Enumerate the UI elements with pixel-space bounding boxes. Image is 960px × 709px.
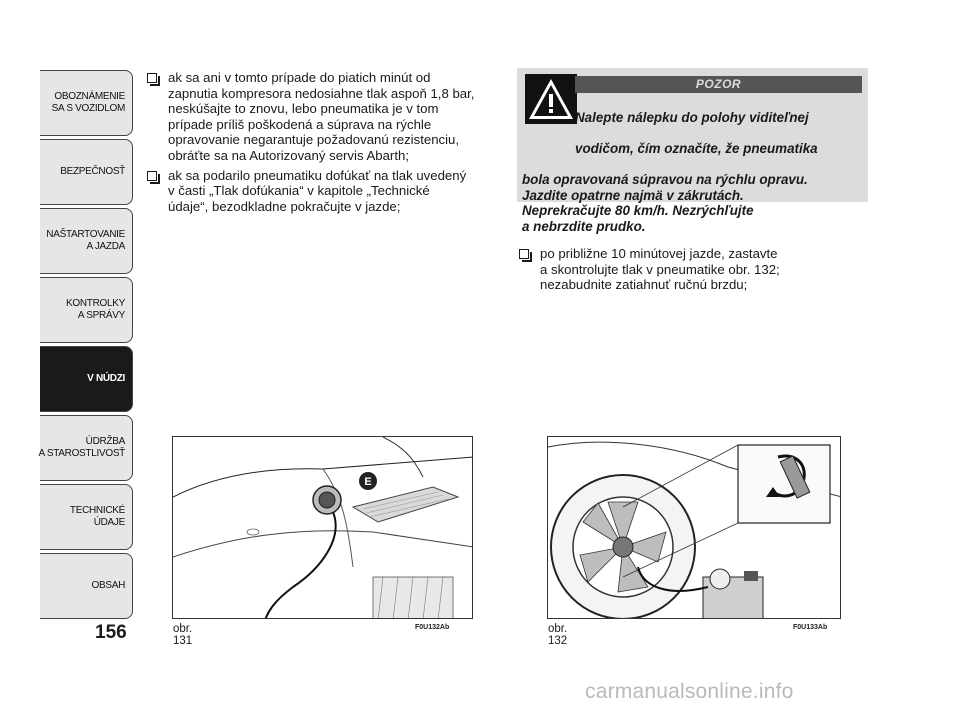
tab-technicke-udaje[interactable] xyxy=(40,484,133,550)
tab-obsah[interactable] xyxy=(40,553,133,619)
warning-text xyxy=(522,94,862,234)
left-text-column xyxy=(145,70,505,218)
tab-label: OBSAH xyxy=(91,580,125,591)
figure-code: F0U133Ab xyxy=(793,624,828,631)
tab-label: A JAZDA xyxy=(86,241,125,252)
tab-v-nudzi[interactable] xyxy=(40,346,133,412)
tab-label: NAŠTARTOVANIE xyxy=(46,229,125,240)
checkbox-bullet-icon xyxy=(147,73,157,83)
tab-label: SA S VOZIDLOM xyxy=(51,103,125,114)
tab-label: OBOZNÁMENIE xyxy=(54,91,125,102)
warning-line: vodičom, čím označíte, že pneumatika xyxy=(575,140,818,156)
warning-line: Nalepte nálepku do polohy viditeľnej xyxy=(575,109,809,125)
tab-kontrolky[interactable] xyxy=(40,277,133,343)
tab-label: A SPRÁVY xyxy=(77,310,125,321)
figure-caption: obr. 131 xyxy=(173,623,193,647)
bullet-text: ak sa podarilo pneumatiku dofúkať na tlak uvedený v časti „Tlak dofúkania“ v kapitole „Technické údaje“, bezodkladne pokračujte v jazde; xyxy=(168,167,467,214)
list-item xyxy=(145,168,505,215)
page-number: 156 xyxy=(95,622,127,643)
tab-label: V NÚDZI xyxy=(87,373,125,384)
watermark: carmanualsonline.info xyxy=(585,680,794,703)
tab-label: BEZPEČNOSŤ xyxy=(60,166,125,177)
checkbox-bullet-icon xyxy=(147,171,157,181)
figure-marker-label: E xyxy=(364,476,372,488)
warning-body: bola opravovaná súpravou na rýchlu opravu. Jazdite opatrne najmä v zákrutách. Neprekračujte 80 km/h. Nezrýchľujte a nebrzdite prudko. xyxy=(522,171,808,234)
figure-image xyxy=(172,436,473,619)
figure-code: F0U132Ab xyxy=(415,624,450,631)
tab-udrzba[interactable] xyxy=(40,415,133,481)
figure-image xyxy=(547,436,841,619)
figure-caption: obr. 132 xyxy=(548,623,568,647)
right-text-column xyxy=(517,246,867,297)
checkbox-bullet-icon xyxy=(519,249,529,259)
bullet-text: ak sa ani v tomto prípade do piatich minút od zapnutia kompresora nedosiahne tlak aspoň 1,8 bar, neskúšajte to znovu, lebo pneumatika je v tom prípade príliš poškodená a súprava na rýchle opravovanie negarantuje požadovanú rezistenciu, obráťte sa na Autorizovaný servis Abarth; xyxy=(168,70,475,163)
tab-label: A STAROSTLIVOSŤ xyxy=(38,448,125,459)
list-item xyxy=(517,246,867,293)
tab-label: ÚDAJE xyxy=(93,517,125,528)
tab-label: ÚDRŽBA xyxy=(85,436,125,447)
tab-nastartovanie[interactable] xyxy=(40,208,133,274)
bullet-text: po približne 10 minútovej jazde, zastavte a skontrolujte tlak v pneumatike obr. 132; nezabudnite zatiahnuť ručnú brzdu; xyxy=(540,246,780,293)
tab-bezpecnost[interactable] xyxy=(40,139,133,205)
tab-oboznamenie[interactable] xyxy=(40,70,133,136)
warning-box xyxy=(517,68,868,234)
list-item xyxy=(145,70,505,164)
tab-label: TECHNICKÉ xyxy=(69,505,125,516)
tab-label: KONTROLKY xyxy=(66,298,125,309)
warning-title: POZOR xyxy=(575,76,862,93)
